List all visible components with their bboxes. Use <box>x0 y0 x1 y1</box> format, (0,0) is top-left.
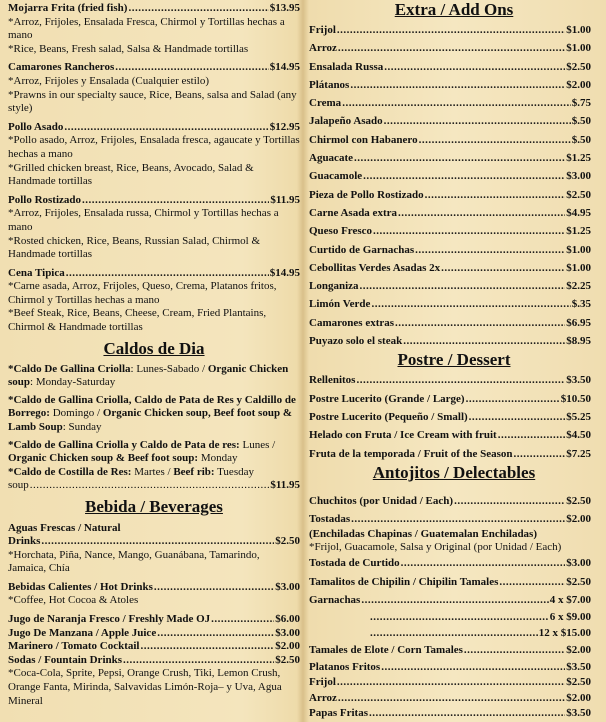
soup-name: soup <box>8 479 29 492</box>
dot-leader <box>342 94 571 112</box>
item-name: Frijol <box>309 24 336 36</box>
menu-item-row <box>309 426 591 444</box>
menu-item-row <box>309 259 591 277</box>
menu-item-row <box>309 332 591 350</box>
menu-item <box>309 332 599 350</box>
item-name: Bebidas Calientes / Hot Drinks <box>8 580 153 593</box>
item-price: $2.50 <box>566 575 591 588</box>
menu-item-row <box>8 61 300 75</box>
section-heading: Postre / Dessert <box>397 350 511 370</box>
menu-item-row <box>8 627 300 641</box>
menu-item-row <box>309 390 591 408</box>
item-name: Curtido de Garnachas <box>309 243 415 256</box>
item-name: Camarones Rancheros <box>8 61 115 74</box>
soup-text: : Lunes-Sabado / <box>130 362 208 375</box>
menu-item-row <box>309 94 591 112</box>
item-price: $1.00 <box>566 261 591 274</box>
item-price: $2.50 <box>566 60 591 73</box>
dot-leader <box>211 613 274 627</box>
item-name: Cebollitas Verdes Asadas 2x <box>309 261 441 274</box>
menu-item-row <box>309 186 591 204</box>
item-description: *Coca-Cola, Sprite, Pepsi, Orange Crush, Tiki, Lemon Crush, Orange Fanta, Mirinda, Salvavidas Limón-Roja– y Uva, Agua Mineral <box>8 667 282 707</box>
item-price: $.35 <box>571 298 591 311</box>
dot-leader <box>469 408 566 426</box>
soup-text: Tuesday <box>214 465 254 478</box>
soup-description <box>8 394 300 435</box>
item-description: *Beef Steak, Rice, Beans, Cheese, Cream, Fried Plantains, Chirmol & Handmade tortillas <box>8 307 267 334</box>
menu-item-row <box>8 2 300 16</box>
menu-item <box>309 94 599 112</box>
soup-description <box>8 439 300 466</box>
item-name: Pieza de Pollo Rostizado <box>309 188 424 201</box>
item-name: Longaniza <box>309 280 359 293</box>
menu-item-row <box>309 371 591 389</box>
soup-text: Martes / <box>131 465 174 478</box>
menu-item-row <box>309 295 591 313</box>
dot-leader <box>363 167 565 185</box>
item-price: 12 x $15.00 <box>538 627 591 640</box>
dot-leader <box>419 131 571 149</box>
soup-name: *Caldo De Gallina Criolla <box>8 362 131 375</box>
item-name: Tamalitos de Chipilin / Chipilin Tamales <box>309 575 499 588</box>
soup-name: *Caldo de Gallina Criolla y Caldo de Pata de res: <box>8 438 240 451</box>
dot-leader <box>464 641 565 659</box>
menu-item-row <box>309 58 591 76</box>
menu-item <box>309 58 599 76</box>
section-heading: Bebida / Beverages <box>85 497 223 516</box>
item-name: Cena Tipica <box>8 266 65 279</box>
menu-item <box>8 2 300 56</box>
item-name: Platanos Fritos <box>309 660 381 673</box>
soup-text: Lunes / <box>239 438 276 451</box>
item-price: $2.50 <box>566 188 591 201</box>
menu-item-row <box>309 609 591 625</box>
item-price: $1.00 <box>566 243 591 256</box>
menu-item-row <box>309 222 591 240</box>
item-price: $7.25 <box>566 447 591 460</box>
item-price: $8.95 <box>566 335 591 348</box>
menu-item <box>309 277 599 295</box>
menu-item <box>309 510 599 554</box>
soup-name: *Caldo de Gallina Criolla, Caldo de Pata de Res y Caldillo de Borrego: <box>8 393 296 420</box>
item-price: $1.00 <box>566 42 591 55</box>
menu-item-row <box>309 706 591 722</box>
dot-leader <box>415 241 565 259</box>
menu-item-row <box>309 204 591 222</box>
menu-item <box>8 581 300 608</box>
menu-item <box>309 204 599 222</box>
menu-item-row <box>309 591 591 609</box>
menu-item <box>8 121 300 189</box>
item-price: $3.50 <box>566 707 591 720</box>
item-price: $6.00 <box>275 612 300 625</box>
item-description: *Frijol, Guacamole, Salsa y Original (por Unidad / Each) <box>309 541 562 554</box>
section-heading: Caldos de Dia <box>103 338 205 358</box>
menu-item <box>8 640 300 654</box>
item-name: Sodas / Fountain Drinks <box>8 653 123 666</box>
item-description: *Rice, Beans, Fresh salad, Salsa & Handmade tortillas <box>8 42 249 55</box>
item-price: $2.00 <box>566 513 591 526</box>
menu-item-row <box>309 573 591 591</box>
dot-leader <box>403 332 565 350</box>
item-name: Queso Fresco <box>309 225 373 238</box>
item-price: $5.25 <box>566 410 591 423</box>
dot-leader <box>350 76 565 94</box>
item-name: Crema <box>309 97 342 110</box>
item-price: $3.00 <box>275 580 300 593</box>
item-description: *Pollo asado, Arroz, Frijoles, Ensalada fresca, agaucate y Tortillas hechas a mano <box>8 134 300 160</box>
menu-item-row <box>309 660 591 676</box>
soup-name: *Caldo de Costilla de Res: <box>8 465 132 478</box>
dot-leader <box>115 61 269 75</box>
dot-leader <box>371 295 570 313</box>
menu-item-row <box>309 167 591 185</box>
item-price: $2.25 <box>566 280 591 293</box>
item-price: $13.95 <box>269 2 300 14</box>
item-price: $2.50 <box>566 676 591 689</box>
item-name: Fruta de la temporada / Fruit of the Season <box>309 447 513 460</box>
menu-item <box>309 112 599 130</box>
menu-item <box>8 61 300 115</box>
menu-item <box>309 314 599 332</box>
menu-item <box>309 39 599 57</box>
menu-section <box>309 463 599 722</box>
menu-item-row <box>8 581 300 595</box>
menu-section <box>8 339 300 493</box>
menu-item <box>309 408 599 426</box>
item-price: $3.00 <box>275 626 300 639</box>
menu-item-row <box>309 76 591 94</box>
item-price: $6.95 <box>566 316 591 329</box>
item-price: 4 x $7.00 <box>549 594 591 607</box>
menu-item-row <box>8 194 300 208</box>
dot-leader <box>499 573 565 591</box>
item-name: Puyazo solo el steak <box>309 335 403 348</box>
dot-leader <box>154 581 274 595</box>
dot-leader <box>498 426 566 444</box>
item-name: Postre Lucerito (Pequeño / Small) <box>309 410 468 423</box>
dot-leader <box>384 112 571 130</box>
item-name: Camarones extras <box>309 316 395 329</box>
item-price: $1.00 <box>566 24 591 36</box>
item-name: Drinks <box>8 535 41 547</box>
dot-leader <box>123 654 274 668</box>
item-description: *Horchata, Piña, Nance, Mango, Guanábana, Tamarindo, Jamaica, Chía <box>8 548 260 575</box>
dot-leader <box>373 222 565 240</box>
item-price: $2.00 <box>566 644 591 657</box>
dot-leader <box>30 479 270 493</box>
item-description: *Prawns in our specialty sauce, Rice, Beans, salsa and Salad (any style) <box>8 88 297 115</box>
menu-section <box>8 497 300 708</box>
menu-item-row <box>309 675 591 691</box>
item-price: $4.95 <box>566 206 591 219</box>
item-price: $3.00 <box>566 557 591 570</box>
item-description: *Arroz, Frijoles, Ensalada Fresca, Chirmol y Tortillas hechas a mano <box>8 15 285 42</box>
item-price: $3.50 <box>566 660 591 673</box>
menu-item <box>309 21 599 39</box>
item-price: $2.00 <box>275 640 300 653</box>
menu-item-row <box>8 535 300 549</box>
item-price: $3.50 <box>566 374 591 387</box>
item-name: Jugo de Naranja Fresco / Freshly Made OJ <box>8 612 211 625</box>
item-price: $2.00 <box>566 691 591 704</box>
soup-text: Domingo / <box>49 407 103 420</box>
item-name: Plátanos <box>309 78 350 91</box>
dot-leader <box>395 314 565 332</box>
item-price: $14.95 <box>269 61 300 74</box>
item-name: Aguacate <box>309 152 353 165</box>
item-name: Tamales de Elote / Corn Tamales <box>309 644 463 657</box>
soup-name: Beef rib: <box>173 465 215 478</box>
menu-item <box>309 259 599 277</box>
menu-item <box>309 186 599 204</box>
menu-item-row <box>309 492 591 510</box>
dot-leader <box>381 660 565 676</box>
soup-name: Organic Chicken soup <box>8 362 289 389</box>
item-price: 6 x $9.00 <box>549 611 591 624</box>
dot-leader <box>360 277 566 295</box>
menu-item-row <box>309 691 591 707</box>
dot-leader <box>41 535 274 549</box>
dot-leader <box>441 259 565 277</box>
menu-item-row <box>8 654 300 668</box>
item-description: *Carne asada, Arroz, Frijoles, Queso, Crema, Platanos fritos, Chirmol y Tortillas hechas a mano <box>8 280 277 306</box>
dot-leader <box>466 390 560 408</box>
item-name: Ensalada Russa <box>309 60 384 73</box>
dot-leader <box>140 640 274 654</box>
item-price: $2.00 <box>566 78 591 91</box>
menu-item-row <box>8 479 300 493</box>
menu-item <box>309 641 599 659</box>
dot-leader <box>425 186 566 204</box>
item-name: Rellenitos <box>309 374 356 387</box>
menu-item-row <box>309 277 591 295</box>
dot-leader <box>337 675 565 691</box>
menu-item-row <box>309 112 591 130</box>
dot-leader <box>66 267 269 281</box>
menu-item <box>309 492 599 510</box>
item-price: $4.50 <box>566 429 591 442</box>
menu-item <box>309 222 599 240</box>
item-price: $14.95 <box>269 266 300 279</box>
dot-leader <box>398 204 565 222</box>
item-name: Tostada de Curtido <box>309 557 400 570</box>
soup-name: Organic Chicken soup & Beef foot soup: <box>8 452 199 465</box>
item-name: Marinero / Tomato Cocktail <box>8 640 140 653</box>
soup-text: : Monday-Saturday <box>30 376 116 389</box>
menu-item <box>309 554 599 572</box>
item-name: Pollo Rostizado <box>8 193 82 206</box>
menu-item-row <box>309 21 591 39</box>
dot-leader <box>351 510 565 528</box>
item-price: $2.50 <box>275 535 300 547</box>
item-description: *Rosted chicken, Rice, Beans, Russian Salad, Chirmol & Handmade tortillas <box>8 234 261 261</box>
item-price: $11.95 <box>270 479 300 492</box>
soup-name: Organic Chicken soup, Beef foot soup & Lamb Soup <box>8 407 292 434</box>
item-price: $.50 <box>571 133 591 146</box>
item-name: Chuchitos (por Unidad / Each) <box>309 494 454 507</box>
dot-leader <box>64 121 268 135</box>
menu-section <box>309 350 599 462</box>
menu-item-row <box>8 640 300 654</box>
menu-item <box>309 131 599 149</box>
dot-leader <box>369 706 565 722</box>
item-name: Jalapeño Asado <box>309 115 383 128</box>
menu-item-row <box>309 510 591 528</box>
soup-text: : Sunday <box>62 421 102 434</box>
section-heading: Antojitos / Delectables <box>372 462 536 482</box>
soup-text: Monday <box>198 452 238 465</box>
menu-item-row <box>309 641 591 659</box>
menu-item <box>309 706 599 722</box>
menu-item <box>309 295 599 313</box>
item-name: Arroz <box>309 691 337 704</box>
menu-item-row <box>309 408 591 426</box>
dot-leader <box>370 609 549 625</box>
menu-left-column <box>8 0 300 708</box>
soup-description <box>8 466 300 493</box>
item-description: *Arroz, Frijoles, Ensalada russa, Chirmol y Tortillas hechas a mano <box>8 207 279 233</box>
item-price: $.75 <box>571 97 591 110</box>
menu-item <box>309 445 599 463</box>
item-price: $10.50 <box>560 392 591 405</box>
menu-item-row <box>309 149 591 167</box>
menu-item <box>309 167 599 185</box>
item-name: Tostadas <box>309 513 351 526</box>
item-name: Jugo De Manzana / Apple Juice <box>8 626 157 639</box>
menu-item <box>309 691 599 707</box>
item-price: $2.50 <box>566 494 591 507</box>
item-name: Arroz <box>309 42 337 55</box>
dot-leader <box>513 445 565 463</box>
soup-description <box>8 363 300 390</box>
item-name: Helado con Fruta / Ice Cream with fruit <box>309 429 497 442</box>
dot-leader <box>384 58 565 76</box>
menu-item-row <box>309 554 591 572</box>
dot-leader <box>157 627 274 641</box>
menu-item-row <box>8 267 300 281</box>
menu-item <box>8 522 300 576</box>
dot-leader <box>354 149 565 167</box>
item-price: $.50 <box>571 115 591 128</box>
menu-item-row <box>309 39 591 57</box>
menu-item-row <box>309 131 591 149</box>
item-price: $3.00 <box>566 170 591 183</box>
dot-leader <box>337 21 565 39</box>
menu-item <box>309 675 599 691</box>
item-name: Papas Fritas <box>309 707 368 720</box>
item-name: Limón Verde <box>309 298 371 311</box>
dot-leader <box>82 194 269 208</box>
menu-item <box>8 194 300 262</box>
menu-item-row <box>309 625 591 641</box>
menu-item <box>309 76 599 94</box>
item-name: Frijol <box>309 676 336 689</box>
item-name: Carne Asada extra <box>309 206 397 219</box>
dot-leader <box>361 591 548 609</box>
item-description: *Coffee, Hot Cocoa & Atoles <box>8 594 139 607</box>
dot-leader <box>370 625 538 641</box>
menu-item <box>309 660 599 676</box>
item-name: Garnachas <box>309 594 361 607</box>
menu-item <box>309 390 599 408</box>
menu-item <box>309 591 599 641</box>
dot-leader <box>401 554 566 572</box>
menu-section <box>309 0 599 350</box>
item-name: Pollo Asado <box>8 120 64 133</box>
item-name: Guacamole <box>309 170 363 183</box>
menu-item-row <box>8 613 300 627</box>
item-price: $1.25 <box>566 225 591 238</box>
menu-item <box>309 426 599 444</box>
menu-item <box>8 613 300 627</box>
menu-item-row <box>8 121 300 135</box>
menu-item <box>8 267 300 335</box>
menu-item <box>8 627 300 641</box>
item-name: Chirmol con Habanero <box>309 133 418 146</box>
item-description: *Grilled chicken breast, Rice, Beans, Avocado, Salad & Handmade tortillas <box>8 161 254 188</box>
item-description: *Arroz, Frijoles y Ensalada (Cualquier estilo) <box>8 74 210 87</box>
item-price: $2.50 <box>275 653 300 666</box>
menu-item-row <box>309 445 591 463</box>
menu-item <box>309 149 599 167</box>
section-heading: Extra / Add Ons <box>394 0 514 19</box>
item-price: $12.95 <box>269 120 300 133</box>
item-name-line: Aguas Frescas / Natural <box>8 522 121 534</box>
menu-item-row <box>309 314 591 332</box>
dot-leader <box>338 39 565 57</box>
menu-section <box>8 2 300 335</box>
item-name: Postre Lucerito (Grande / Large) <box>309 392 465 405</box>
menu-right-column <box>309 0 599 722</box>
item-price: $11.95 <box>270 193 300 206</box>
dot-leader <box>454 492 565 510</box>
dot-leader <box>338 691 565 707</box>
menu-item <box>309 241 599 259</box>
dot-leader <box>356 371 565 389</box>
menu-item <box>309 573 599 591</box>
menu-item-row <box>309 241 591 259</box>
item-price: $1.25 <box>566 152 591 165</box>
dot-leader <box>128 2 268 16</box>
menu-item <box>309 371 599 389</box>
item-name: Mojarra Frita (fried fish) <box>8 2 128 14</box>
item-subtitle: (Enchiladas Chapinas / Guatemalan Enchiladas) <box>309 528 538 541</box>
